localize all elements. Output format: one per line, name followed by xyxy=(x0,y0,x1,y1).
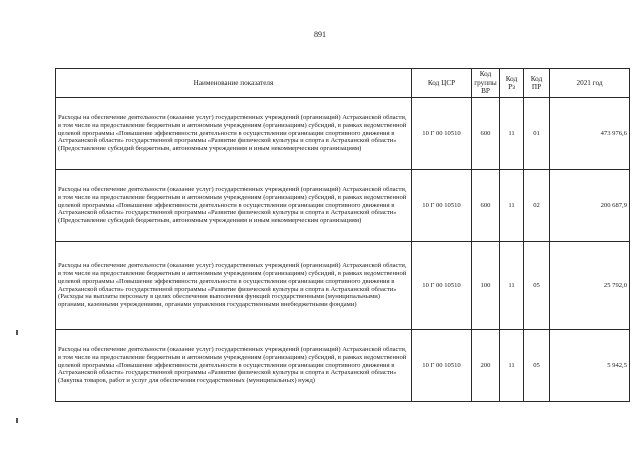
row-csr: 10 Г 00 10510 xyxy=(412,170,472,242)
row-vr: 100 xyxy=(472,242,500,330)
table-row xyxy=(56,242,630,330)
page-number: 891 xyxy=(314,30,326,39)
table-header-row xyxy=(56,69,630,98)
header-year: 2021 год xyxy=(550,69,630,98)
row-csr: 10 Г 00 10510 xyxy=(412,330,472,402)
row-name: Расходы на обеспечение деятельности (оказание услуг) государственных учреждений (организаций) Астраханской области, в том числе на предоставление бюджетным и автономным учреждениям (организациям) субсидий, в рамках ведомственной целевой программы «Повышение эффективности деятельности в осуществлении организации спортивного движения в Астраханской области» государственной программы «Развитие физической культуры и спорта в Астраханской области» (Закупка товаров, работ и услуг для обеспечения государственных (муниципальных) нужд) xyxy=(56,330,412,402)
row-amount: 473 976,6 xyxy=(550,98,630,170)
row-pr: 05 xyxy=(524,242,550,330)
row-vr: 200 xyxy=(472,330,500,402)
row-csr: 10 Г 00 10510 xyxy=(412,242,472,330)
row-amount: 5 942,5 xyxy=(550,330,630,402)
row-name: Расходы на обеспечение деятельности (оказание услуг) государственных учреждений (организаций) Астраханской области, в том числе на предоставление бюджетным и автономным учреждениям (организациям) субсидий, в рамках ведомственной целевой программы «Повышение эффективности деятельности в осуществлении организации спортивного движения в Астраханской области» государственной программы «Развитие физической культуры и спорта в Астраханской области» (Предоставление субсидий бюджетным, автономным учреждениям и иным некоммерческим организациям) xyxy=(56,98,412,170)
row-vr: 600 xyxy=(472,98,500,170)
scan-margin-mark xyxy=(16,330,18,335)
row-pr: 01 xyxy=(524,98,550,170)
row-rz: 11 xyxy=(500,242,524,330)
header-pr: Код ПР xyxy=(524,69,550,98)
row-rz: 11 xyxy=(500,170,524,242)
row-rz: 11 xyxy=(500,98,524,170)
row-pr: 05 xyxy=(524,330,550,402)
row-amount: 25 792,0 xyxy=(550,242,630,330)
header-name: Наименование показателя xyxy=(56,69,412,98)
header-csr: Код ЦСР xyxy=(412,69,472,98)
row-pr: 02 xyxy=(524,170,550,242)
header-rz: Код Рз xyxy=(500,69,524,98)
table-row xyxy=(56,170,630,242)
row-csr: 10 Г 00 10510 xyxy=(412,98,472,170)
row-vr: 600 xyxy=(472,170,500,242)
budget-table xyxy=(55,68,630,402)
scan-margin-mark xyxy=(16,418,18,423)
header-vr: Код группы ВР xyxy=(472,69,500,98)
table-row xyxy=(56,330,630,402)
row-amount: 200 687,9 xyxy=(550,170,630,242)
row-name: Расходы на обеспечение деятельности (оказание услуг) государственных учреждений (организаций) Астраханской области, в том числе на предоставление бюджетным и автономным учреждениям (организациям) субсидий, в рамках ведомственной целевой программы «Повышение эффективности деятельности в осуществлении организации спортивного движения в Астраханской области» государственной программы «Развитие физической культуры и спорта в Астраханской области» (Предоставление субсидий бюджетным, автономным учреждениям и иным некоммерческим организациям) xyxy=(56,170,412,242)
row-rz: 11 xyxy=(500,330,524,402)
row-name: Расходы на обеспечение деятельности (оказание услуг) государственных учреждений (организаций) Астраханской области, в том числе на предоставление бюджетным и автономным учреждениям (организациям) субсидий, в рамках ведомственной целевой программы «Повышение эффективности деятельности в осуществлении организации спортивного движения в Астраханской области» государственной программы «Развитие физической культуры и спорта в Астраханской области» (Расходы на выплаты персоналу в целях обеспечения выполнения функций государственными (муниципальными) органами, казенными учреждениями, органами управления государственными внебюджетными фондами) xyxy=(56,242,412,330)
table-row xyxy=(56,98,630,170)
